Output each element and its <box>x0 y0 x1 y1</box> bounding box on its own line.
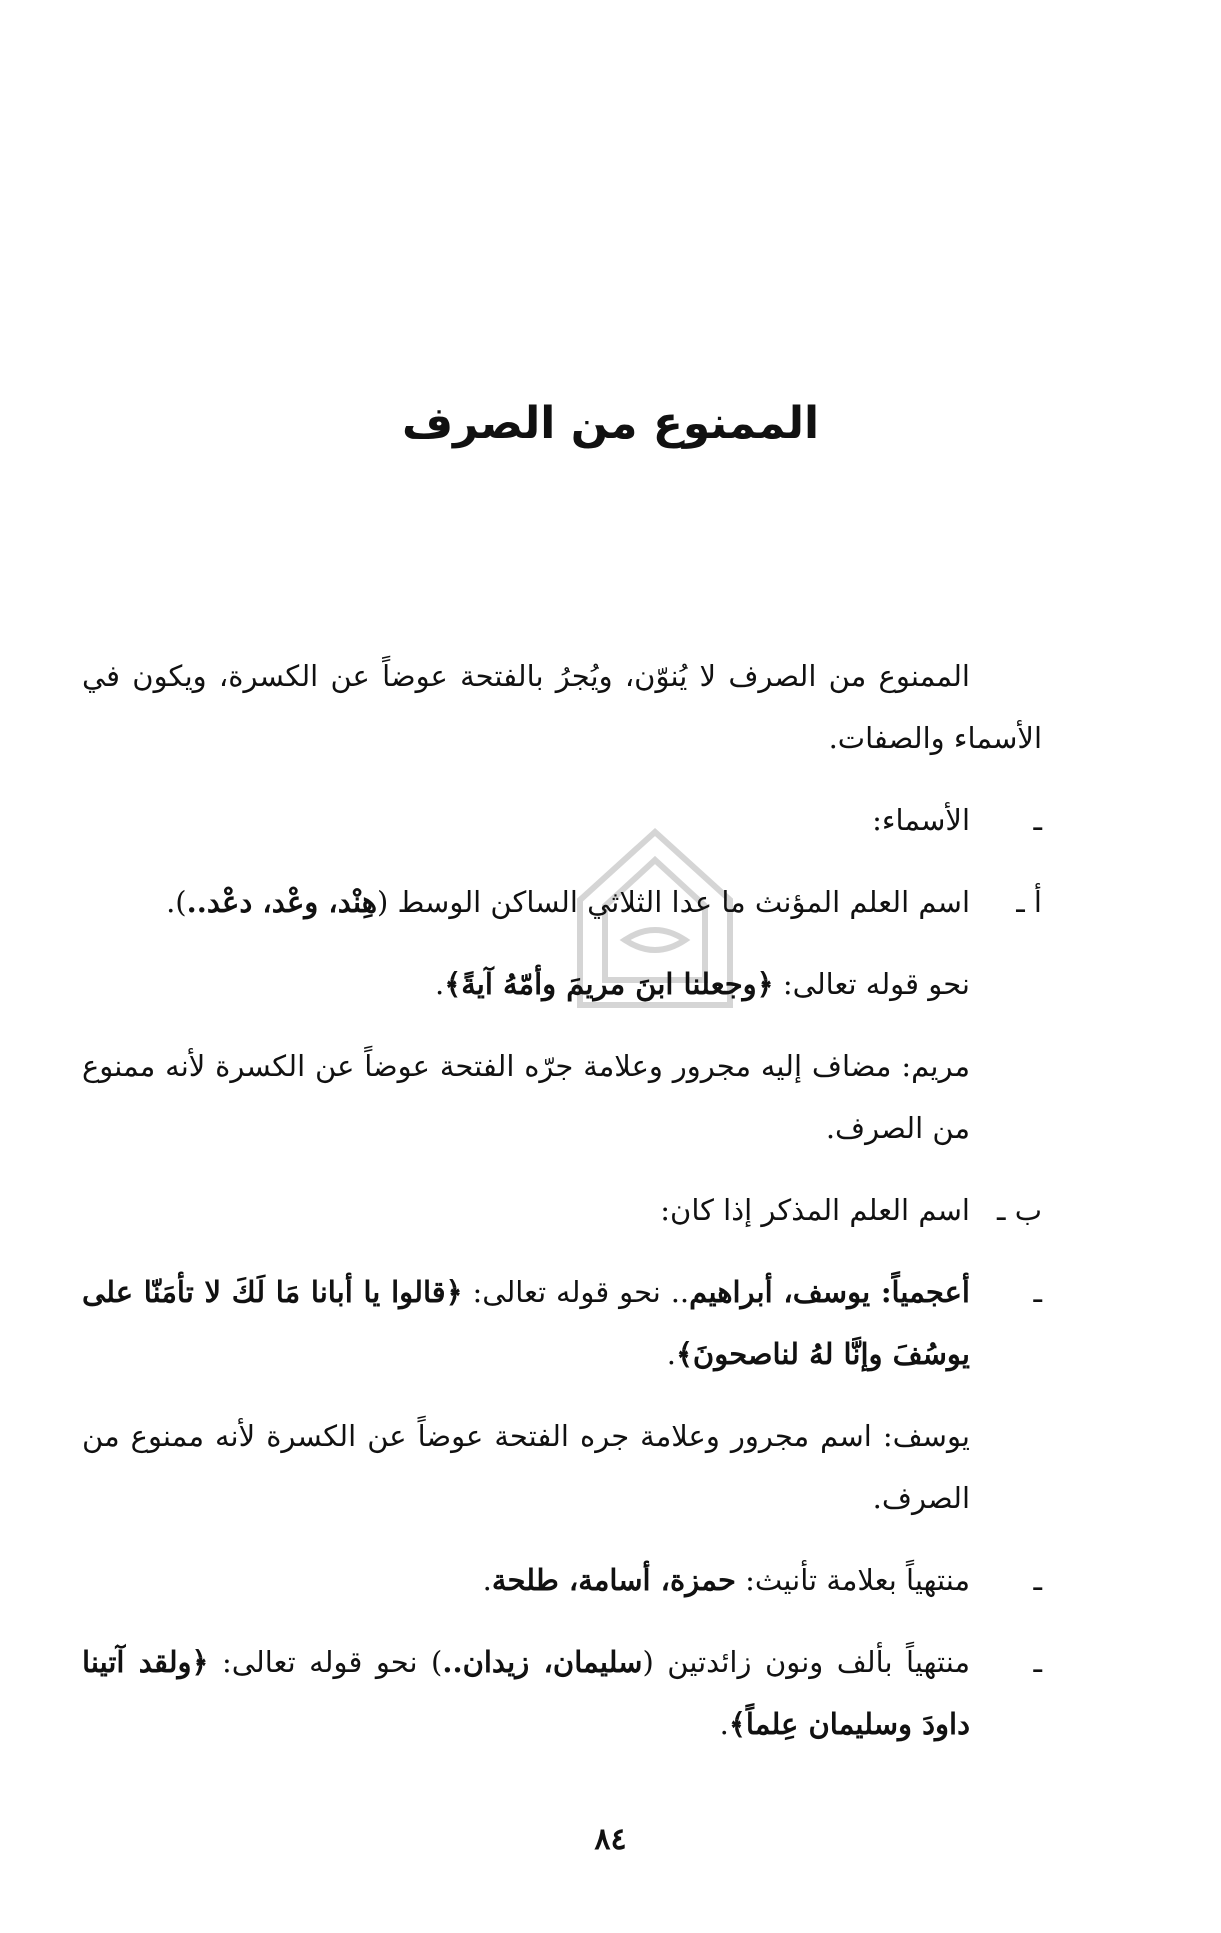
sub-2-examples: حمزة، أسامة، طلحة <box>491 1563 736 1597</box>
asmaa-heading <box>82 789 1042 851</box>
page-number: ٨٤ <box>594 1822 627 1857</box>
list-dash: ـ <box>1033 1275 1042 1309</box>
analysis-a: مريم: مضاف إليه مجرور وعلامة جرّه الفتحة عوضاً عن الكسرة لأنه ممنوع من الصرف. <box>82 1049 970 1145</box>
sub-1-mid: .. نحو قوله تعالى: <box>462 1275 690 1309</box>
example-a <box>82 953 1042 1015</box>
sub-3-verse: ﴿ولقد آتينا داودَ وسليمان عِلماً﴾ <box>82 1645 970 1741</box>
item-a-close: ). <box>166 885 187 919</box>
item-a-examples: هِنْد، وعْد، دعْد.. <box>186 885 377 919</box>
asmaa-label: الأسماء: <box>872 803 970 837</box>
sub-item-feminine <box>82 1549 1042 1611</box>
sub-item-alif-nun <box>82 1631 1042 1755</box>
example-a-verse: ﴿وجعلنا ابنَ مريمَ وأمّهُ آيةً﴾ <box>444 967 774 1001</box>
list-dash: ـ <box>1033 803 1042 837</box>
sub-1-end: . <box>666 1337 676 1371</box>
sub-3-mid: ) نحو قوله تعالى: <box>208 1645 443 1679</box>
example-a-end: . <box>435 967 445 1001</box>
sub-1-verse: ﴿قالوا يا أبانا مَا لَكَ لا تأمَنّا على يوسُفَ وإنَّا لهُ لناصحونَ﴾ <box>82 1275 970 1371</box>
sub-1-label: أعجمياً: يوسف، أبراهيم <box>689 1275 970 1309</box>
item-a-text: اسم العلم المؤنث ما عدا الثلاثي الساكن الوسط ( <box>376 885 970 919</box>
sub-2-text: منتهياً بعلامة تأنيث: <box>735 1563 970 1597</box>
page-body <box>82 645 1042 1775</box>
sub-3-examples: سليمان، زيدان.. <box>442 1645 643 1679</box>
list-dash: ـ <box>1033 1563 1042 1597</box>
item-a-marker: أ ـ <box>1016 885 1042 919</box>
sub-3-text: منتهياً بألف ونون زائدتين ( <box>642 1645 970 1679</box>
item-b <box>82 1179 1042 1241</box>
chapter-title: الممنوع من الصرف <box>401 398 820 449</box>
sub-3-end: . <box>719 1707 729 1741</box>
sub-item-ajami <box>82 1261 1042 1385</box>
analysis-b: يوسف: اسم مجرور وعلامة جره الفتحة عوضاً عن الكسرة لأنه ممنوع من الصرف. <box>82 1419 970 1515</box>
list-dash: ـ <box>1033 1645 1042 1679</box>
intro-paragraph: الممنوع من الصرف لا يُنوّن، ويُجرُ بالفتحة عوضاً عن الكسرة، ويكون في الأسماء والصفات. <box>82 659 1042 755</box>
sub-2-end: . <box>482 1563 492 1597</box>
item-b-text: اسم العلم المذكر إذا كان: <box>660 1193 970 1227</box>
item-a <box>82 871 1042 933</box>
item-b-marker: ب ـ <box>996 1193 1042 1227</box>
example-a-lead: نحو قوله تعالى: <box>773 967 970 1001</box>
